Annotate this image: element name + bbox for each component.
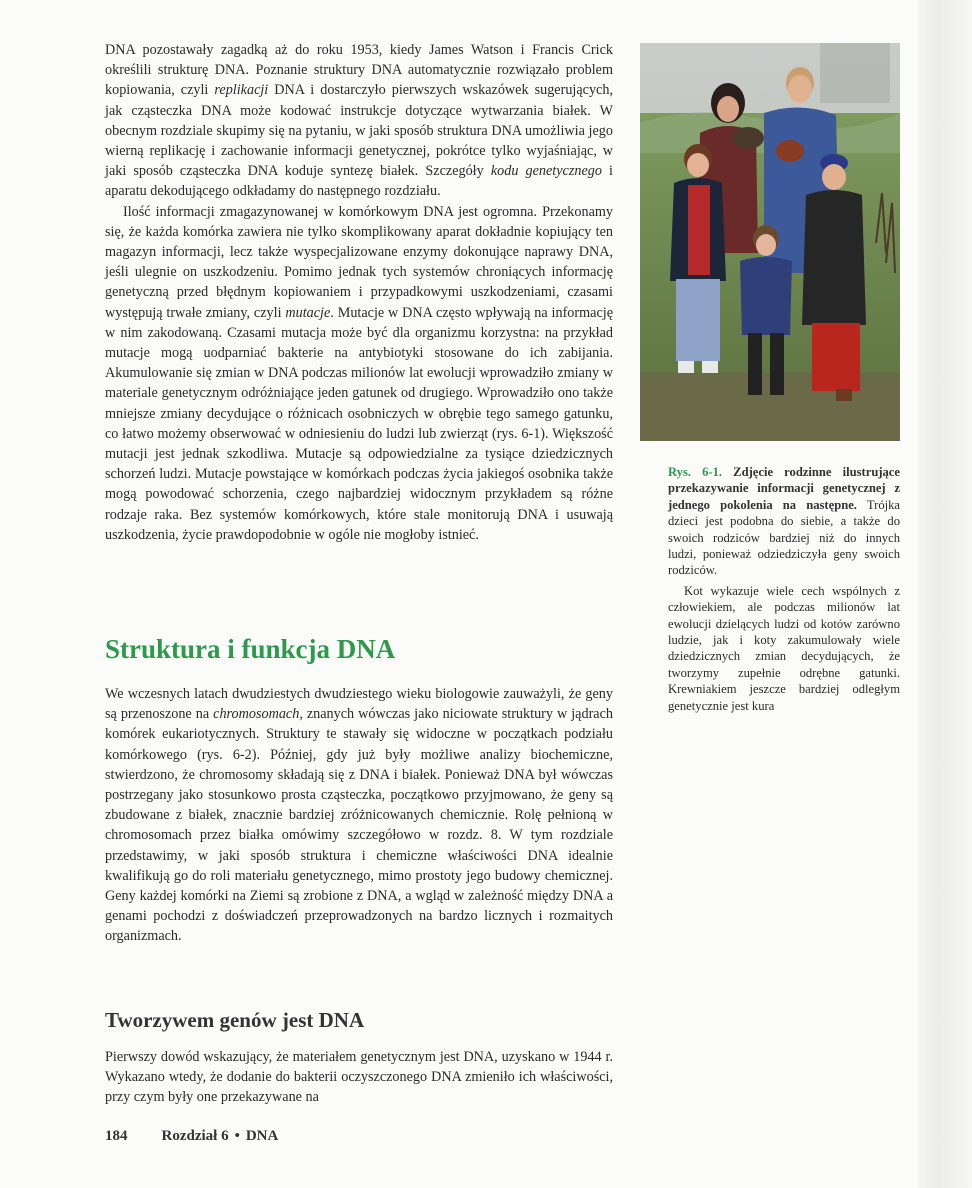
figure-caption <box>668 464 900 714</box>
section-body <box>105 684 613 947</box>
chapter-topic: DNA <box>245 1128 279 1144</box>
caption-paragraph-2: Kot wykazuje wiele cech wspólnych z człowiekiem, ale podczas milionów lat ewolucji dzielących ludzi od kotów zarówno ludzie, jak i koty zakumulowały wiele dziedzicznych zmian decydujących, że tworzymy zupełnie odrębne gatunki. Krewniakiem jeszcze bardziej odległym genetycznie jest kura <box>668 583 900 713</box>
caption-text: Trójka dzieci jest podobna do siebie, a także do swoich rodziców bardziej niż do innych ludzi, ponieważ odziedziczyła geny swoich rodziców. <box>668 497 900 578</box>
page-footer <box>105 1128 278 1145</box>
subsection-body <box>105 1047 613 1108</box>
family-photo-illustration <box>640 43 900 441</box>
subsection-paragraph: Pierwszy dowód wskazujący, że materiałem genetycznym jest DNA, uzyskano w 1944 r. Wykazano wtedy, że dodanie do bakterii oczyszczonego DNA zmieniło ich właściwości, przy czym były one przekazywane na <box>105 1049 613 1106</box>
figure-label: Rys. 6-1. <box>668 465 723 479</box>
caption-bold: Zdjęcie rodzinne ilustrujące przekazywanie informacji genetycznej z jednego pokolenia na następne. <box>668 465 900 512</box>
intro-paragraph-2: Ilość informacji zmagazynowanej w komórkowym DNA jest ogromna. Przekonamy się, że każda komórka zawiera nie tylko skomplikowany aparat dokładnie kopiujący ten magazyn informacji, lecz także wyspecjalizowane enzymy dokonujące naprawy DNA, jeśli ulegnie on uszkodzeniu. Pomimo jednak tych systemów chroniących informację genetyczną przed błędnym kopiowaniem i przypadkowymi uszkodzeniami, czasami występują trwałe zmiany, czyli mutacje. Mutacje w DNA często wpływają na informację w nim zakodowaną. Czasami mutacja może być dla organizmu korzystna: na przykład mutacje mogą uodparniać bakterie na antybiotyki stosowane do ich zabijania. Akumulowanie się zmian w DNA podczas milionów lat ewolucji wprowadziło zmiany w materiale genetycznym odróżniające jeden gatunek od drugiego. Wprowadziło ono także mniejsze zmiany decydujące o różnicach osobniczych w obrębie tego samego gatunku, co łatwo możemy obserwować w odniesieniu do ludzi lub zwierząt (rys. 6-1). Większość mutacji jest jednak szkodliwa. Mutacje są odpowiedzialne za tysiące dziedzicznych schorzeń ludzi. Mutacje powstające w komórkach podczas życia jakiegoś osobnika także mogą powodować schorzenia, czego najbardziej widocznym przykładem są różne rodzaje raka. Bez systemów komórkowych, które stale monitorują DNA i usuwają uszkodzenia, życie prawdopodobnie w ogóle nie mogłoby istnieć. <box>105 203 613 543</box>
page-number: 184 <box>105 1128 128 1144</box>
intro-paragraph-1: DNA pozostawały zagadką aż do roku 1953, kiedy James Watson i Francis Crick określili strukturę DNA. Poznanie struktury DNA automatycznie rozwiązało problem kopiowania, czyli replikacji DNA i dostarczyło pierwszych wskazówek sugerujących, jak cząsteczka DNA może kodować instrukcje dotyczące wytwarzania białek. W obecnym rozdziale skupimy się na pytaniu, w jaki sposób struktura DNA umożliwia jego wierną replikację i zachowanie informacji genetycznej, pokrótce tylko wyjaśniając, w jaki sposób cząsteczka DNA koduje syntezę białek. Szczegóły kodu genetycznego i aparatu dekodującego odkładamy do następnego rozdziału. <box>105 42 613 200</box>
section-paragraph: We wczesnych latach dwudziestych dwudziestego wieku biologowie zauważyli, że geny są przenoszone na chromosomach, znanych wówczas jako niciowate struktury w jądrach komórek eukariotycznych. Struktury te stawały się widoczne w początkach podziału komórkowego (rys. 6-2). Później, gdy już były możliwe analizy biochemiczne, stwierdzono, że chromosomy składają się z DNA i białek. Ponieważ DNA był wówczas postrzegany jako stosunkowo prosta cząsteczka, początkowo przyjmowano, że geny są zbudowane z białek, znacznie bardziej zróżnicowanych chemicznie. Rolę pełnioną w chromosomach przez białka omówimy szczegółowo w rozdz. 8. W tym rozdziale przedstawimy, w jaki sposób struktura i chemiczne właściwości DNA idealnie kwalifikują go do roli materiału genetycznego, mimo prostoty jego budowy chemicznej. Geny każdej komórki na Ziemi są zrobione z DNA, a wgląd w zależność między DNA a genami pochodzi z doświadczeń przeprowadzonych na bardzo licznych i rozmaitych organizmach. <box>105 686 613 945</box>
footer-separator: • <box>234 1128 240 1144</box>
family-photo <box>640 43 900 441</box>
intro-text <box>105 40 613 545</box>
section-heading: Struktura i funkcja DNA <box>105 634 396 664</box>
page-edge-shadow <box>918 0 972 1188</box>
chapter-label: Rozdział 6 <box>161 1128 229 1144</box>
caption-paragraph-1 <box>668 464 900 579</box>
subsection-heading: Tworzywem genów jest DNA <box>105 1008 365 1032</box>
